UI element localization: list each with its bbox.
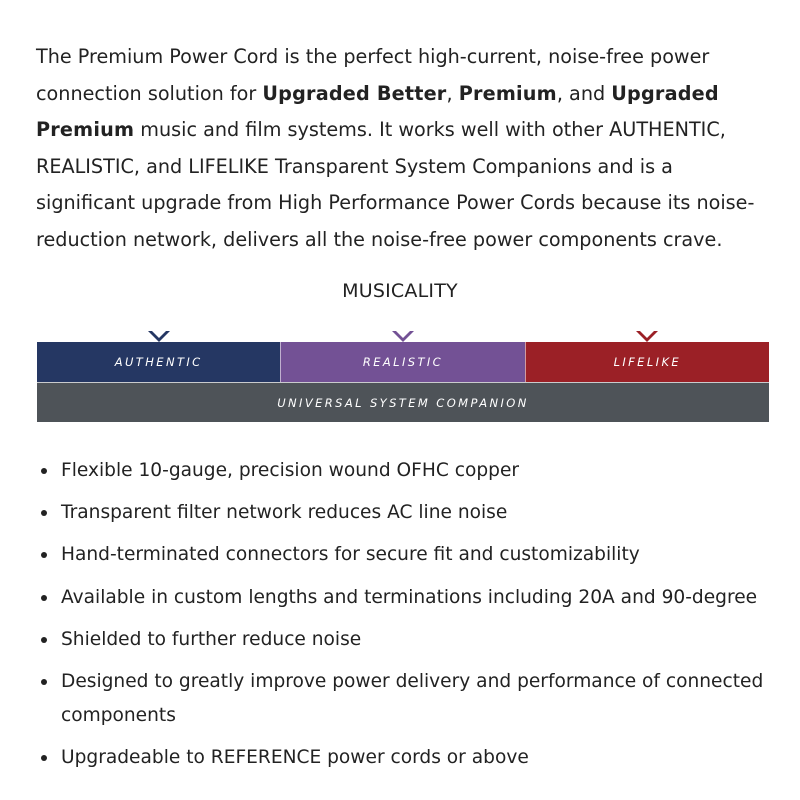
- feature-text: Available in custom lengths and terminations including 20A and 90-degree: [61, 586, 758, 608]
- list-item: [36, 538, 776, 572]
- list-item: [36, 496, 776, 530]
- segment-label-realistic: REALISTIC: [362, 355, 444, 369]
- bullet-icon: [41, 510, 47, 516]
- segment-lifelike: [525, 342, 769, 382]
- universal-label: UNIVERSAL SYSTEM COMPANION: [277, 395, 529, 410]
- list-item: [36, 581, 776, 615]
- bullet-icon: [41, 637, 47, 643]
- intro-text-4: music and film systems. It works well with other AUTHENTIC, REALISTIC, and LIFELIKE Transparent System Companions and is a significant upgrade from High Performance Power Cords because its noise-reduction network, delivers all the noise-free power components crave.: [36, 118, 755, 251]
- segment-label-lifelike: LIFELIKE: [613, 355, 682, 369]
- list-item: [36, 665, 776, 733]
- intro-text-1: The Premium Power Cord is the perfect high-current, noise-free power connection solution for: [36, 45, 710, 105]
- feature-list: [36, 454, 776, 783]
- bullet-icon: [41, 468, 47, 474]
- bullet-icon: [41, 679, 47, 685]
- universal-system-companion-bar: [37, 382, 769, 422]
- realistic-marker-icon: [392, 331, 414, 342]
- authentic-marker-icon: [148, 331, 170, 342]
- list-item: [36, 741, 776, 775]
- lifelike-marker-icon: [636, 331, 658, 342]
- product-description: [36, 39, 776, 259]
- system-name-upgraded-premium: Upgraded Premium: [36, 81, 719, 142]
- list-item: [36, 454, 776, 488]
- feature-text: Transparent filter network reduces AC line noise: [61, 502, 508, 524]
- segment-realistic: [280, 342, 524, 382]
- bullet-icon: [41, 552, 47, 558]
- intro-text-3: , and: [556, 81, 612, 105]
- system-name-upgraded-better: Upgraded Better: [262, 81, 447, 105]
- segment-label-authentic: AUTHENTIC: [114, 355, 203, 369]
- intro-text-2: ,: [446, 81, 459, 105]
- feature-text: Flexible 10-gauge, precision wound OFHC copper: [61, 460, 520, 481]
- bullet-icon: [41, 595, 47, 601]
- musicality-title: MUSICALITY: [342, 280, 458, 302]
- system-name-premium: Premium: [458, 81, 557, 105]
- musicality-scale: [37, 332, 769, 422]
- feature-text: Upgradeable to REFERENCE power cords or above: [61, 747, 529, 769]
- feature-text: Shielded to further reduce noise: [61, 628, 362, 650]
- feature-text: Designed to greatly improve power delivery and performance of connected components: [61, 670, 764, 726]
- segment-authentic: [37, 342, 280, 382]
- bullet-icon: [41, 755, 47, 761]
- musicality-segments: [37, 342, 769, 382]
- list-item: [36, 623, 776, 657]
- feature-text: Hand-terminated connectors for secure fit and customizability: [61, 544, 640, 566]
